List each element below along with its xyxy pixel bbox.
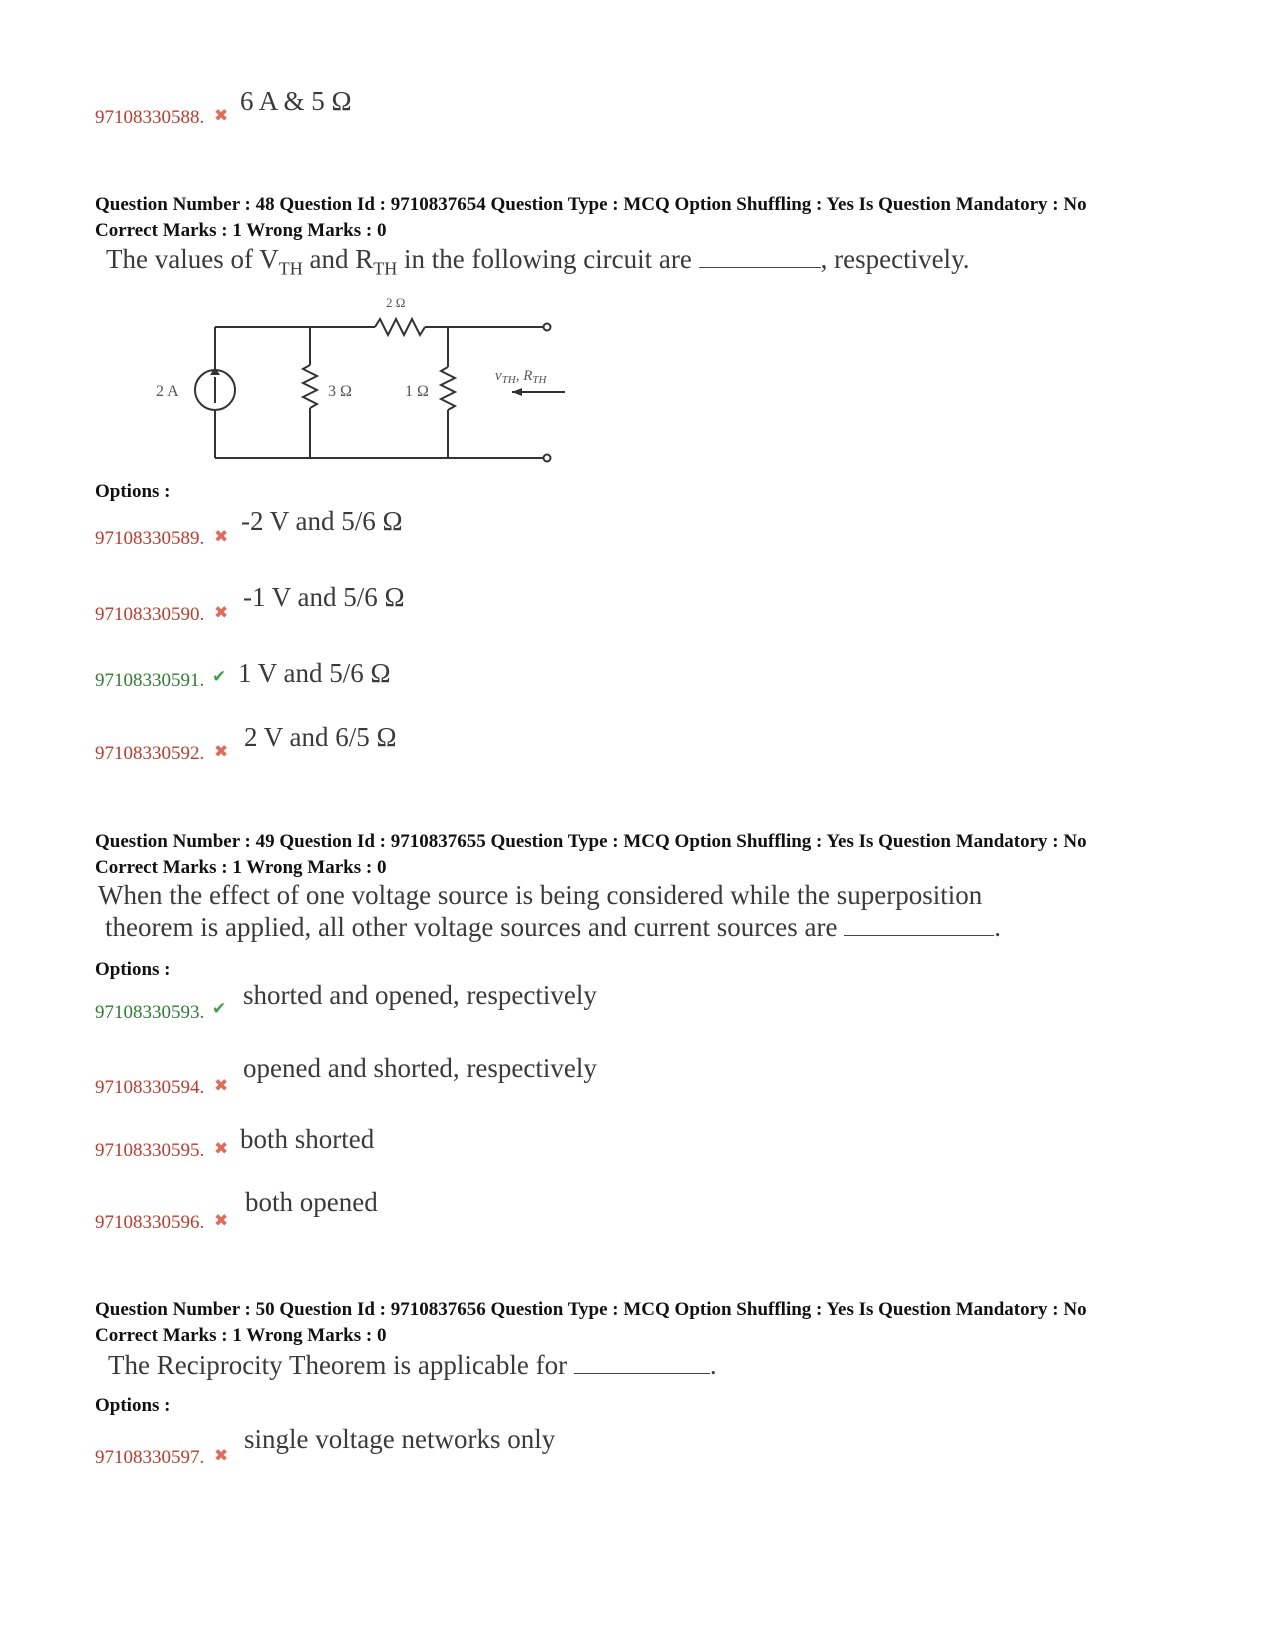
- answer-blank: [844, 934, 994, 936]
- option-text: shorted and opened, respectively: [243, 980, 597, 1010]
- question-marks: Correct Marks : 1 Wrong Marks : 0: [95, 1325, 387, 1346]
- options-label: Options :: [95, 1395, 171, 1416]
- question-marks: Correct Marks : 1 Wrong Marks : 0: [95, 857, 387, 878]
- subscript: TH: [373, 258, 398, 279]
- resistor-label-3: 3 Ω: [328, 383, 352, 400]
- options-label: Options :: [95, 959, 171, 980]
- answer-blank: [574, 1372, 710, 1374]
- question-text: [108, 1350, 717, 1381]
- option-text: single voltage networks only: [244, 1424, 556, 1454]
- question-meta: Question Number : 50 Question Id : 9710837656 Question Type : MCQ Option Shuffling : Yes Is Question Mandatory : No: [95, 1299, 1087, 1320]
- port-label: $v_{TH}$, $R_{TH}$: [495, 368, 547, 386]
- options-label: Options :: [95, 481, 171, 502]
- option-id: 97108330597.: [95, 1447, 205, 1468]
- option-id: 97108330590.: [95, 604, 205, 625]
- option-id: 97108330588.: [95, 107, 205, 128]
- question-text-line: [105, 912, 1001, 943]
- resistor-label-1: 1 Ω: [405, 383, 429, 400]
- question-text-part: theorem is applied, all other voltage sources and current sources are: [105, 912, 838, 942]
- answer-blank: [699, 266, 821, 268]
- question-text-part: .: [709, 1350, 717, 1380]
- cross-icon: ✖: [214, 527, 229, 547]
- option-id: 97108330593.: [95, 1002, 205, 1023]
- option-id: 97108330595.: [95, 1140, 205, 1161]
- question-text: [106, 244, 970, 279]
- cross-icon: ✖: [214, 1139, 229, 1159]
- question-marks: Correct Marks : 1 Wrong Marks : 0: [95, 220, 387, 241]
- option-id: 97108330592.: [95, 743, 205, 764]
- question-meta: Question Number : 49 Question Id : 9710837655 Question Type : MCQ Option Shuffling : Yes Is Question Mandatory : No: [95, 831, 1087, 852]
- resistor-3-ohm: [303, 365, 317, 408]
- option-text: both opened: [245, 1187, 378, 1217]
- question-text-part: and R: [302, 244, 374, 274]
- option-id: 97108330596.: [95, 1212, 205, 1233]
- circuit-diagram: [150, 295, 610, 485]
- cross-icon: ✖: [214, 603, 229, 623]
- question-text-part: The values of V: [106, 244, 279, 274]
- cross-icon: ✖: [214, 742, 229, 762]
- question-text-part: .: [994, 912, 1001, 942]
- option-text: both shorted: [240, 1124, 375, 1154]
- option-text: opened and shorted, respectively: [243, 1053, 597, 1083]
- option-id: 97108330591.: [95, 670, 205, 691]
- option-text: -2 V and 5/6 Ω: [241, 506, 403, 536]
- question-text-part: , respectively.: [820, 244, 970, 274]
- question-text-line: When the effect of one voltage source is being considered while the superposition: [98, 880, 983, 910]
- source-label: 2 A: [156, 383, 179, 400]
- cross-icon: ✖: [214, 106, 229, 126]
- terminal: [544, 324, 551, 331]
- cross-icon: ✖: [214, 1076, 229, 1096]
- option-id: 97108330589.: [95, 528, 205, 549]
- port-arrow-head: [512, 388, 522, 396]
- question-meta: Question Number : 48 Question Id : 9710837654 Question Type : MCQ Option Shuffling : Yes Is Question Mandatory : No: [95, 194, 1087, 215]
- cross-icon: ✖: [214, 1211, 229, 1231]
- option-text: 1 V and 5/6 Ω: [238, 658, 391, 688]
- question-text-part: in the following circuit are: [397, 244, 692, 274]
- check-icon: ✔: [212, 667, 227, 687]
- resistor-label-2: 2 Ω: [386, 295, 406, 310]
- question-text-part: The Reciprocity Theorem is applicable for: [108, 1350, 568, 1380]
- option-id: 97108330594.: [95, 1077, 205, 1098]
- check-icon: ✔: [212, 999, 227, 1019]
- resistor-2-ohm: [375, 319, 425, 335]
- cross-icon: ✖: [214, 1446, 229, 1466]
- resistor-1-ohm: [441, 367, 455, 410]
- terminal: [544, 455, 551, 462]
- option-text: -1 V and 5/6 Ω: [243, 582, 405, 612]
- subscript: TH: [278, 258, 303, 279]
- option-text: 2 V and 6/5 Ω: [244, 722, 397, 752]
- option-text: 6 A & 5 Ω: [240, 86, 352, 116]
